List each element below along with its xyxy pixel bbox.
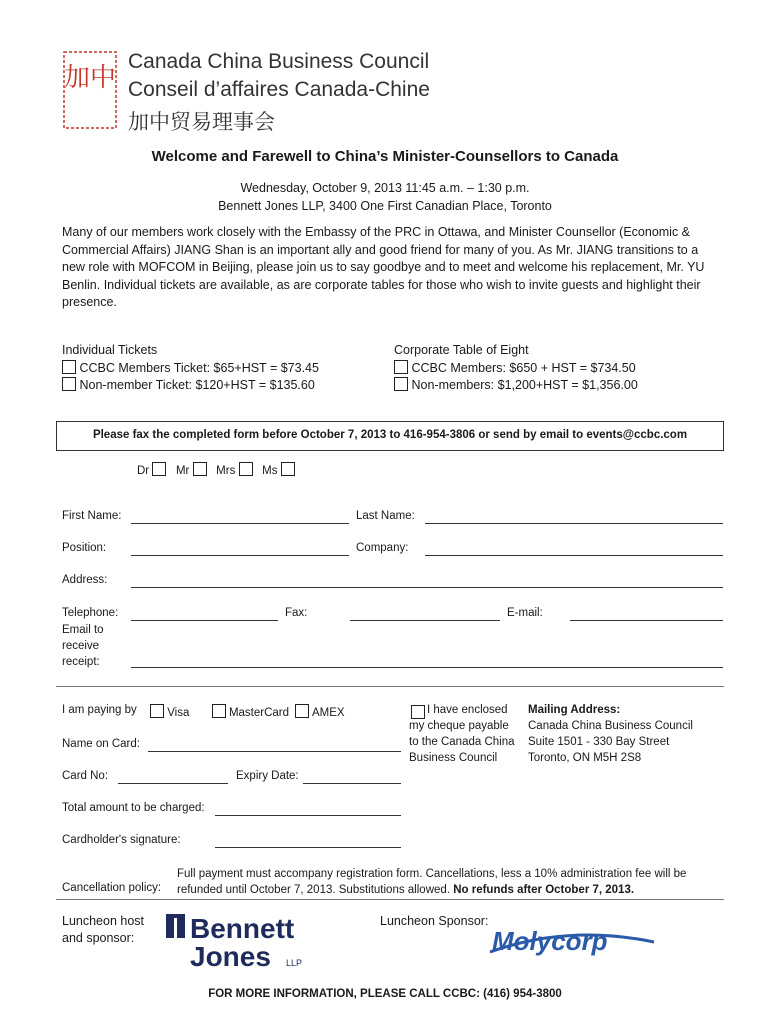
address-field[interactable] [131, 587, 723, 588]
card-number-label: Card No: [62, 770, 109, 782]
signature-field[interactable] [215, 847, 401, 848]
molycorp-logo-text: Molycorp [492, 926, 608, 956]
amex-label: AMEX [311, 707, 345, 719]
no-refunds-notice: No refunds after October 7, 2013. [453, 884, 635, 896]
position-label: Position: [62, 542, 107, 554]
paying-by-label: I am paying by [62, 704, 137, 716]
title-ms-checkbox[interactable] [281, 462, 295, 476]
individual-nonmember-label: Non-member Ticket: $120+HST = $135.60 [79, 378, 315, 392]
last-name-field[interactable] [425, 523, 723, 524]
individual-tickets-heading: Individual Tickets [62, 343, 158, 357]
fax-label: Fax: [285, 607, 308, 619]
title-mrs-label: Mrs [216, 465, 236, 477]
email-field[interactable] [570, 620, 723, 621]
seal-text: 加中 [63, 63, 117, 93]
expiry-date-field[interactable] [303, 783, 401, 784]
host-sponsor-label: Luncheon host and sponsor: [62, 914, 145, 945]
telephone-field[interactable] [131, 620, 278, 621]
company-label: Company: [356, 542, 409, 554]
card-number-field[interactable] [118, 783, 228, 784]
email-receipt-label: Email to receive receipt: [62, 624, 104, 668]
corporate-nonmember-checkbox[interactable] [394, 377, 408, 391]
name-on-card-field[interactable] [148, 751, 401, 752]
card-type-options [150, 704, 345, 719]
jones-logo-text: Jones [190, 941, 271, 970]
luncheon-sponsor-label: Luncheon Sponsor: [380, 914, 489, 928]
title-dr-checkbox[interactable] [152, 462, 166, 476]
mailing-address [528, 702, 693, 766]
last-name-label: Last Name: [356, 510, 415, 522]
first-name-field[interactable] [131, 523, 349, 524]
title-mr-checkbox[interactable] [193, 462, 207, 476]
first-name-label: First Name: [62, 510, 122, 522]
fax-notice-box [56, 421, 724, 451]
cheque-label: I have enclosed my cheque payable to the Canada China Business Council [409, 704, 515, 764]
fax-field[interactable] [350, 620, 500, 621]
corporate-table-section [394, 342, 638, 395]
title-dr-label: Dr [137, 465, 150, 477]
corporate-member-label: CCBC Members: $650 + HST = $734.50 [411, 360, 636, 375]
title-ms-label: Ms [262, 465, 278, 477]
org-name-french: Conseil d’affaires Canada-Chine [128, 78, 430, 101]
corporate-table-heading: Corporate Table of Eight [394, 343, 529, 357]
footer-contact: FOR MORE INFORMATION, PLEASE CALL CCBC: (416) 954-3800 [208, 988, 562, 1000]
cancellation-policy-text [177, 866, 717, 898]
mastercard-label: MasterCard [228, 707, 290, 719]
title-mrs-checkbox[interactable] [239, 462, 253, 476]
email-label: E-mail: [507, 607, 543, 619]
title-options [137, 462, 295, 477]
individual-member-label: CCBC Members Ticket: $65+HST = $73.45 [79, 360, 319, 375]
visa-checkbox[interactable] [150, 704, 164, 718]
name-on-card-label: Name on Card: [62, 738, 140, 750]
visa-label: Visa [167, 707, 190, 719]
mailing-address-line1: Canada China Business Council [528, 720, 693, 732]
bennett-jones-logo [166, 912, 336, 970]
llp-logo-text: LLP [286, 958, 303, 968]
telephone-label: Telephone: [62, 607, 119, 619]
mastercard-checkbox[interactable] [212, 704, 226, 718]
event-location: Bennett Jones LLP, 3400 One First Canadian Place, Toronto [218, 199, 552, 213]
individual-member-checkbox[interactable] [62, 360, 76, 374]
bennett-logo-text: Bennett [190, 913, 295, 944]
amex-checkbox[interactable] [295, 704, 309, 718]
corporate-nonmember-label: Non-members: $1,200+HST = $1,356.00 [411, 378, 638, 392]
org-name-chinese: 加中贸易理事会 [128, 110, 275, 134]
event-title: Welcome and Farewell to China’s Minister-Counsellors to Canada [151, 148, 619, 165]
individual-tickets-section [62, 342, 319, 395]
total-amount-field[interactable] [215, 815, 401, 816]
expiry-date-label: Expiry Date: [236, 770, 299, 782]
corporate-member-checkbox[interactable] [394, 360, 408, 374]
cancellation-label: Cancellation policy: [62, 882, 162, 894]
title-mr-label: Mr [175, 465, 190, 477]
mailing-address-line3: Toronto, ON M5H 2S8 [528, 752, 642, 764]
mailing-address-line2: Suite 1501 - 330 Bay Street [528, 736, 670, 748]
address-label: Address: [62, 574, 108, 586]
fax-notice-text: Please fax the completed form before October 7, 2013 to 416-954-3806 or send by email to events@ccbc.com [92, 429, 688, 441]
ccbc-seal-logo [62, 50, 118, 130]
event-description: Many of our members work closely with the Embassy of the PRC in Ottawa, and Minister Counsellor (Economic & Commercial Affairs) JIANG Shan is an important ally and good friend for many of you. As Mr. JIANG transitions to a new role with MOFCOM in Beijing, please join us to say goodbye and to meet and welcome his replacement, Mr. YU Benlin. Individual tickets are available, as are corporate tables for those who wish to invite guests and highlight their presence. [62, 225, 705, 309]
molycorp-logo [488, 918, 658, 966]
mailing-address-heading: Mailing Address: [528, 704, 621, 716]
email-receipt-field[interactable] [131, 667, 723, 668]
individual-nonmember-checkbox[interactable] [62, 377, 76, 391]
org-name-english: Canada China Business Council [128, 50, 430, 73]
position-field[interactable] [131, 555, 349, 556]
company-field[interactable] [425, 555, 723, 556]
total-amount-label: Total amount to be charged: [62, 802, 205, 814]
section-divider-bottom [56, 899, 724, 900]
cancellation-text: Full payment must accompany registration form. Cancellations, less a 10% administration fee will be refunded until October 7, 2013. Substitutions allowed. [177, 868, 687, 896]
event-date-time: Wednesday, October 9, 2013 11:45 a.m. – 1:30 p.m. [240, 181, 530, 195]
section-divider [56, 686, 724, 687]
signature-label: Cardholder's signature: [62, 834, 181, 846]
